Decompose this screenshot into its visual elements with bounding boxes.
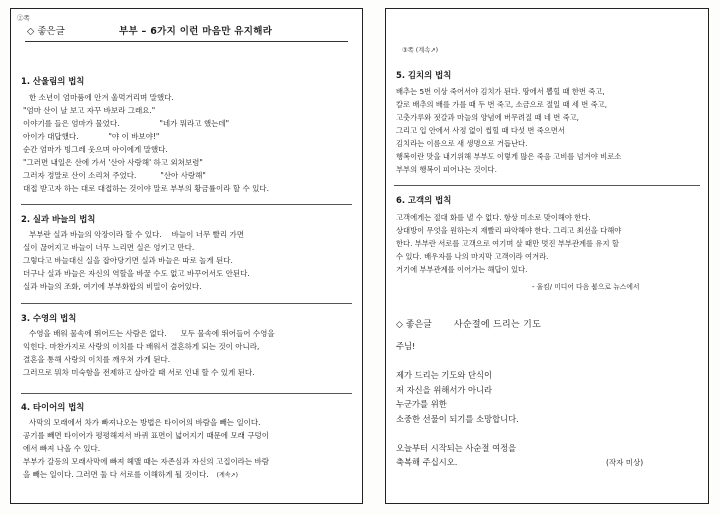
s1-row-3 bbox=[23, 117, 269, 130]
section-4-body bbox=[23, 416, 269, 482]
s5-line-5: 김치라는 이름으로 새 생명으로 거듭난다. bbox=[396, 139, 528, 148]
s4-line-4: 부부가 갈등의 모래사막에 빠져 헤맬 때는 자존심과 자신의 고집이라는 바람 bbox=[23, 457, 270, 466]
s1-line-1: 한 소년이 엄마품에 안겨 울먹거리며 말했다. bbox=[29, 93, 174, 102]
s3-line-2: 모두 물속에 뛰어들어 수영을 bbox=[180, 329, 275, 338]
s4-line-2: 공기를 빼면 타이어가 평평해져서 바퀴 표면이 넓어지기 때문에 모래 구덩이 bbox=[23, 431, 270, 440]
s3-row-1 bbox=[23, 327, 275, 340]
section-heading-4: 4. 타이어의 법칙 bbox=[21, 402, 85, 412]
continued-note: (계속↗) bbox=[216, 472, 238, 479]
page-number-mark: ②쪽 bbox=[17, 14, 30, 22]
s3-line-5: 그러므로 뭐차 미숙함을 전제하고 살아갈 때 서로 인내 할 수 있게 된다. bbox=[23, 368, 255, 377]
section-6-body bbox=[396, 211, 621, 276]
page-title: 부부 – 6가지 이런 마음만 유지해라 bbox=[119, 26, 273, 37]
prayer-line-4: 저 자신을 위해서가 아니라 bbox=[396, 384, 493, 395]
s1-line-2: "엄마 산이 날 보고 자꾸 바보라 그래요." bbox=[23, 106, 156, 115]
prayer-header bbox=[396, 317, 541, 330]
prayer-line-1: 주님! bbox=[396, 341, 416, 351]
section-5-body bbox=[396, 85, 621, 176]
prayer-line-9: 축복해 주십시오. bbox=[396, 457, 458, 467]
s1-line-9: 그러자 정말로 산이 소리쳐 주었다. bbox=[23, 171, 137, 180]
s1-line-3: 이야기를 들은 엄마가 물었다. bbox=[23, 119, 120, 128]
s3-line-3: 익힌다. 마찬가지로 사랑의 이치를 다 배워서 결혼하게 되는 것이 아니라, bbox=[23, 342, 260, 351]
s6-line-5: 거기에 부부관계를 이어가는 해답이 있다. bbox=[396, 265, 528, 274]
prayer-line-3: 제가 드리는 기도와 단식이 bbox=[396, 370, 493, 380]
s1-row-7 bbox=[23, 169, 269, 182]
page-header bbox=[27, 23, 347, 37]
section-divider bbox=[21, 393, 352, 394]
page-number-mark: ③쪽 (계속↗) bbox=[402, 47, 439, 54]
s2-row-1 bbox=[23, 228, 250, 241]
section-1-body bbox=[23, 91, 269, 195]
s4-line-3: 에서 빠져 나올 수 있다. bbox=[23, 444, 101, 453]
section-heading-3: 3. 수영의 법칙 bbox=[21, 313, 77, 323]
section-divider bbox=[21, 303, 352, 304]
s2-line-6: 실과 바늘의 조화, 여기에 부부화합의 비밀이 숨어있다. bbox=[23, 282, 202, 291]
right-page bbox=[385, 8, 709, 504]
header-tag: ◇ 좋은글 bbox=[27, 26, 65, 37]
section-heading-2: 2. 실과 바늘의 법칙 bbox=[21, 214, 96, 224]
s2-line-2: 바늘이 너무 빨리 가면 bbox=[171, 230, 244, 239]
s3-line-4: 결혼을 통해 사랑의 이치를 깨우쳐 가게 된다. bbox=[23, 355, 171, 364]
s1-line-4: "네가 뭐라고 했는데" bbox=[159, 119, 230, 128]
prayer-line-2 bbox=[396, 354, 519, 369]
section-heading-6: 6. 고객의 법칙 bbox=[396, 195, 452, 205]
s1-line-5: 아이가 대답했다. bbox=[23, 132, 79, 141]
s4-row-5 bbox=[23, 468, 269, 482]
s5-line-2: 칼로 배추의 배를 가를 때 두 번 죽고, 소금으로 절일 때 세 번 죽고, bbox=[396, 100, 608, 109]
prayer-line-5: 누군가를 위한 bbox=[396, 399, 447, 409]
prayer-body bbox=[396, 339, 519, 470]
s5-line-6: 행복이란 맛을 내기위해 부부도 이렇게 많은 죽음 고비를 넘겨야 비로소 bbox=[396, 152, 622, 161]
s3-line-1: 수영을 배워 물속에 뛰어드는 사람은 없다. bbox=[29, 329, 167, 338]
section-2-body bbox=[23, 228, 250, 293]
prayer-line-6: 소중한 선물이 되기를 소망합니다. bbox=[396, 413, 519, 424]
s2-line-3: 실이 끊어지고 바늘이 너무 느리면 실은 엉키고 만다. bbox=[23, 243, 195, 252]
prayer-line-8: 오늘부터 시작되는 사순절 여정을 bbox=[396, 442, 517, 453]
s6-line-2: 상대방이 무엇을 원하는지 재빨리 파악해야 한다. 그리고 최선을 다해야 bbox=[396, 226, 622, 235]
section-divider bbox=[21, 204, 352, 205]
source-note: - 울킴/ 미디어 다음 붐으로 뉴스에서 bbox=[532, 283, 640, 291]
s6-line-4: 수 있다. 배우자를 나의 마지막 고객이라 여겨라. bbox=[396, 252, 549, 261]
s2-line-5: 더구나 실과 바늘은 자신의 역할을 바꿀 수도 없고 바꾸어서도 안된다. bbox=[23, 269, 250, 278]
prayer-title: 사순절에 드리는 기도 bbox=[453, 320, 542, 330]
s1-line-8: "그러면 내일은 산에 가서 '산아 사랑해' 하고 외쳐보렴" bbox=[23, 158, 203, 167]
s1-line-10: "산아 사랑해" bbox=[160, 171, 206, 180]
s1-line-11: 대접 받고자 하는 대로 대접하는 것이야 말로 부부의 황금률이라 할 수 있다. bbox=[23, 184, 269, 193]
section-divider bbox=[394, 185, 700, 186]
section-heading-5: 5. 김치의 법칙 bbox=[396, 70, 452, 80]
s5-line-1: 배추는 5번 이상 죽어서야 김치가 된다. 땅에서 뽑힐 때 한번 죽고, bbox=[396, 87, 605, 96]
s5-line-4: 그리고 입 안에서 사정 없이 씹힐 때 다섯 번 죽으면서 bbox=[396, 126, 565, 135]
section-heading-1: 1. 산울림의 법칙 bbox=[21, 76, 85, 86]
s1-line-7: 순간 엄마가 빙그레 웃으며 아이에게 말했다. bbox=[23, 145, 168, 154]
left-page bbox=[10, 8, 363, 504]
header-rule bbox=[25, 41, 348, 42]
s6-line-1: 고객에게는 절대 화를 낼 수 없다. 항상 미소로 맞이해야 한다. bbox=[396, 213, 591, 222]
s1-row-4 bbox=[23, 130, 269, 143]
prayer-tag: ◇ 좋은글 bbox=[396, 320, 432, 330]
s5-line-3: 고춧가루와 젓갈과 마늘의 양념에 버무려질 때 네 번 죽고, bbox=[396, 113, 579, 122]
s4-line-5: 을 빼는 일이다. 그러면 둘 다 서로를 이해하게 될 것이다. bbox=[23, 470, 209, 479]
s5-line-7: 부부의 행복이 피어나는 것이다. bbox=[396, 165, 497, 174]
s1-line-6: "야 이 바보야!" bbox=[108, 132, 160, 141]
s6-line-3: 한다. 부부란 서로를 고객으로 여기며 살 때만 멋진 부부관계를 유지 할 bbox=[396, 239, 619, 248]
s4-line-1: 사막의 모래에서 차가 빠져나오는 방법은 타이어의 바람을 빼는 일이다. bbox=[29, 418, 261, 427]
prayer-author: (작자 미상) bbox=[606, 458, 644, 467]
section-3-body bbox=[23, 327, 275, 379]
prayer-line-7 bbox=[396, 426, 519, 441]
s2-line-1: 부부란 실과 바늘의 악장이라 할 수 있다. bbox=[29, 230, 162, 239]
s2-line-4: 그렇다고 바늘대신 실을 잡아당기면 실과 바늘은 따로 놀게 된다. bbox=[23, 256, 233, 265]
